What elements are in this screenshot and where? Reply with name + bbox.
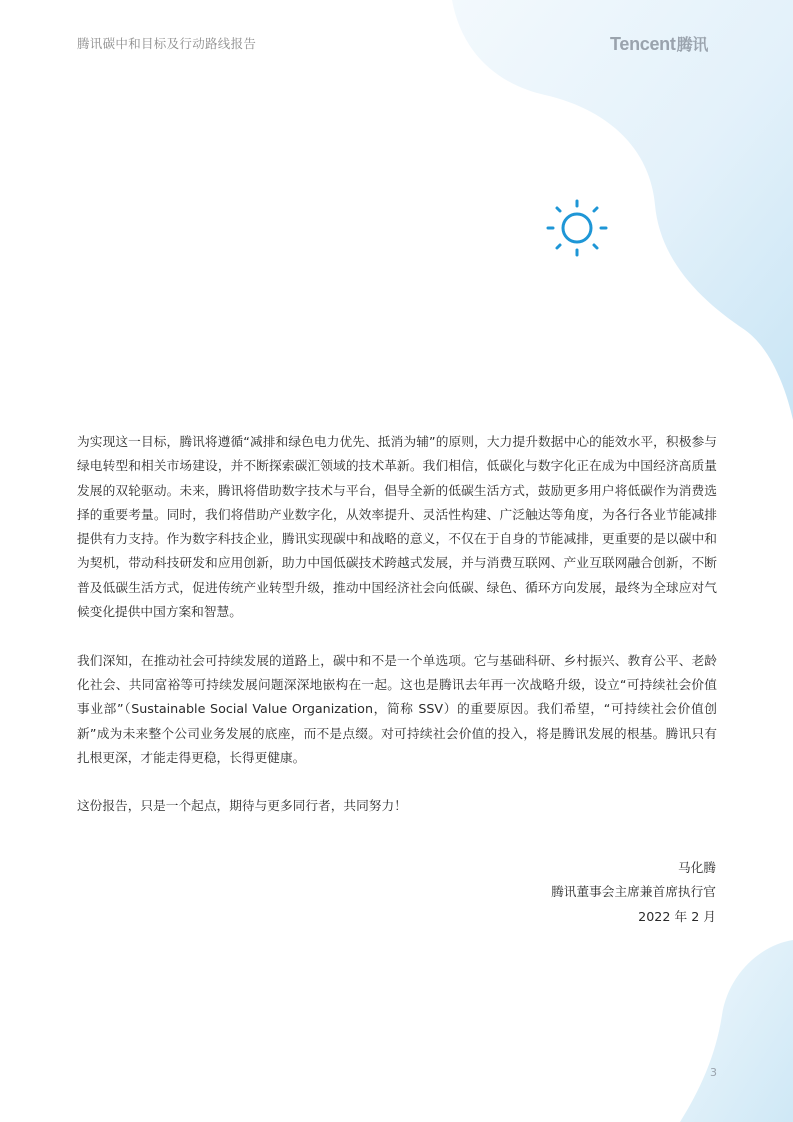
sun-icon — [545, 198, 609, 258]
page-number: 3 — [710, 1066, 717, 1079]
signature-date: 2022 年 2 月 — [638, 908, 716, 924]
paragraph-closing: 这份报告，只是一个起点，期待与更多同行者，共同努力！ — [77, 798, 407, 814]
logo-cn-text: 腾讯 — [676, 37, 708, 54]
paragraph-goal: 为实现这一目标，腾讯将遵循“减排和绿色电力优先、抵消为辅”的原则，大力提升数据中心的能效水平，积极参与绿电转型和相关市场建设，并不断探索碳汇领域的技术革新。我们相信，低碳化与数字化正在成为中国经济高质量发展的双轮驱动。未来，腾讯将借助数字技术与平台，倡导全新的低碳生活方式，鼓励更多用户将低碳作为消费选择的重要考量。同时，我们将借助产业数字化，从效率提升、灵活性构建、广泛触达等角度，为各行各业节能减排提供有力支持。作为数字科技企业，腾讯实现碳中和战略的意义，不仅在于自身的节能减排，更重要的是以碳中和为契机，带动科技研发和应用创新，助力中国低碳技术跨越式发展，并与消费互联网、产业互联网融合创新，不断普及低碳生活方式，促进传统产业转型升级，推动中国经济社会向低碳、绿色、循环方向发展，最终为全球应对气候变化提供中国方案和智慧。 — [77, 434, 717, 620]
bottom-right-wave — [680, 940, 793, 1122]
signature-name: 马化腾 — [677, 860, 716, 875]
tencent-logo — [610, 32, 708, 55]
logo-text: Tencent — [610, 34, 676, 54]
paragraph-sustainability: 我们深知，在推动社会可持续发展的道路上，碳中和不是一个单选项。它与基础科研、乡村振兴、教育公平、老龄化社会、共同富裕等可持续发展问题深深地嵌构在一起。这也是腾讯去年再一次战略升级，设立“可持续社会价值事业部”（Sustainable Social Value Organization，简称 SSV）的重要原因。我们希望，“可持续社会价值创新”成为未来整个公司业务发展的底座，而不是点缀。对可持续社会价值的投入，将是腾讯发展的根基。腾讯只有扎根更深，才能走得更稳，长得更健康。 — [77, 652, 717, 765]
top-right-wave — [452, 0, 793, 420]
report-title-header: 腾讯碳中和目标及行动路线报告 — [77, 36, 257, 51]
signature-block — [551, 856, 716, 929]
letter-body — [77, 430, 717, 843]
signature-position: 腾讯董事会主席兼首席执行官 — [551, 884, 716, 900]
